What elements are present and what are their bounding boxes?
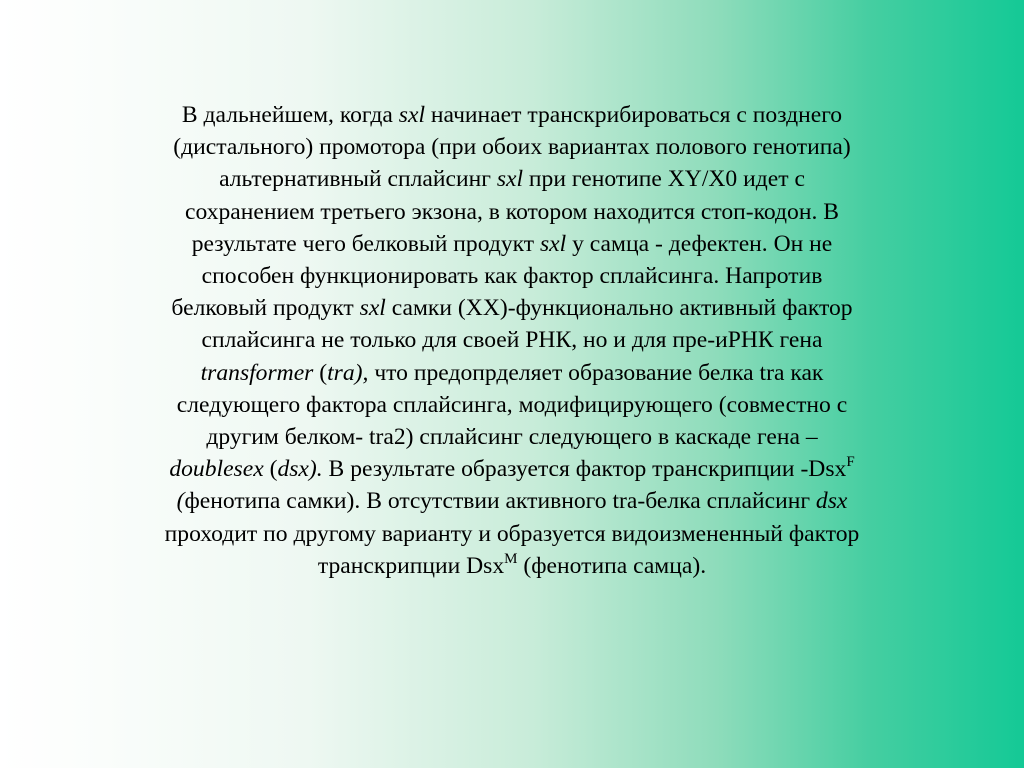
text-run: ( [313, 359, 328, 386]
text-run: фенотипа самки). В отсутствии активного tra-белка сплайсинг [184, 488, 816, 515]
italic-text-run: doublesex [169, 456, 264, 483]
text-run: сохранением третьего экзона, в котором находится стоп-кодон. В [185, 198, 839, 225]
text-run: способен функционировать как фактор сплайсинга. Напротив [201, 263, 823, 290]
text-line [80, 550, 944, 582]
italic-text-run: sxl [398, 102, 426, 128]
text-run: проходит по другому варианту и образуется видоизмененный фактор [164, 520, 860, 547]
text-run: следующего фактора сплайсинга, модифицирующего (совместно с [176, 391, 848, 418]
text-line [80, 357, 944, 389]
italic-text-run: transformer [200, 359, 314, 386]
text-line [80, 131, 944, 163]
text-run: (дистального) промотора (при обоих вариантах полового генотипа) [173, 134, 851, 161]
text-line [80, 228, 944, 260]
text-run: у самца - дефектен. Он не [566, 230, 833, 257]
text-run: В дальнейшем, когда [181, 102, 399, 128]
text-run: начинает транскрибироваться с позднего [425, 102, 843, 128]
superscript-run: M [504, 550, 518, 567]
text-line [80, 99, 944, 131]
text-run: транскрипции Dsx [317, 552, 505, 579]
text-run: что предопрделяет образование белка tra как [368, 359, 824, 386]
italic-text-run: dsx [815, 488, 848, 515]
italic-text-run: tra), [327, 359, 369, 386]
text-line [80, 389, 944, 421]
text-run: ( [263, 456, 278, 483]
text-run: самки (XX)-функционально активный фактор [385, 295, 853, 322]
text-line [80, 163, 944, 195]
text-run: другим белком- tra2) сплайсинг следующего в каскаде гена – [206, 424, 818, 451]
text-line [80, 260, 944, 292]
superscript-run: F [846, 454, 855, 471]
text-line [80, 196, 944, 228]
italic-text-run: sxl [496, 166, 524, 193]
italic-text-run: dsx). [277, 456, 323, 483]
slide-body-text [80, 99, 944, 582]
italic-text-run: sxl [359, 295, 386, 322]
text-run: (фенотипа самца). [517, 552, 707, 579]
text-line [80, 421, 944, 453]
text-line [80, 485, 944, 517]
italic-text-run: ( [176, 488, 185, 515]
text-run: результате чего белковый продукт [191, 230, 540, 257]
text-run: белковый продукт [171, 295, 360, 322]
text-line [80, 453, 944, 485]
text-line [80, 292, 944, 324]
text-line [80, 324, 944, 356]
text-run: при генотипе XY/X0 идет с [523, 166, 805, 193]
italic-text-run: sxl [539, 230, 567, 257]
text-line [80, 518, 944, 550]
text-run: В результате образуется фактор транскрипции -Dsx [322, 456, 847, 483]
text-run: сплайсинга не только для своей РНК, но и для пре-иРНК гена [201, 327, 823, 354]
text-run: альтернативный сплайсинг [219, 166, 497, 193]
